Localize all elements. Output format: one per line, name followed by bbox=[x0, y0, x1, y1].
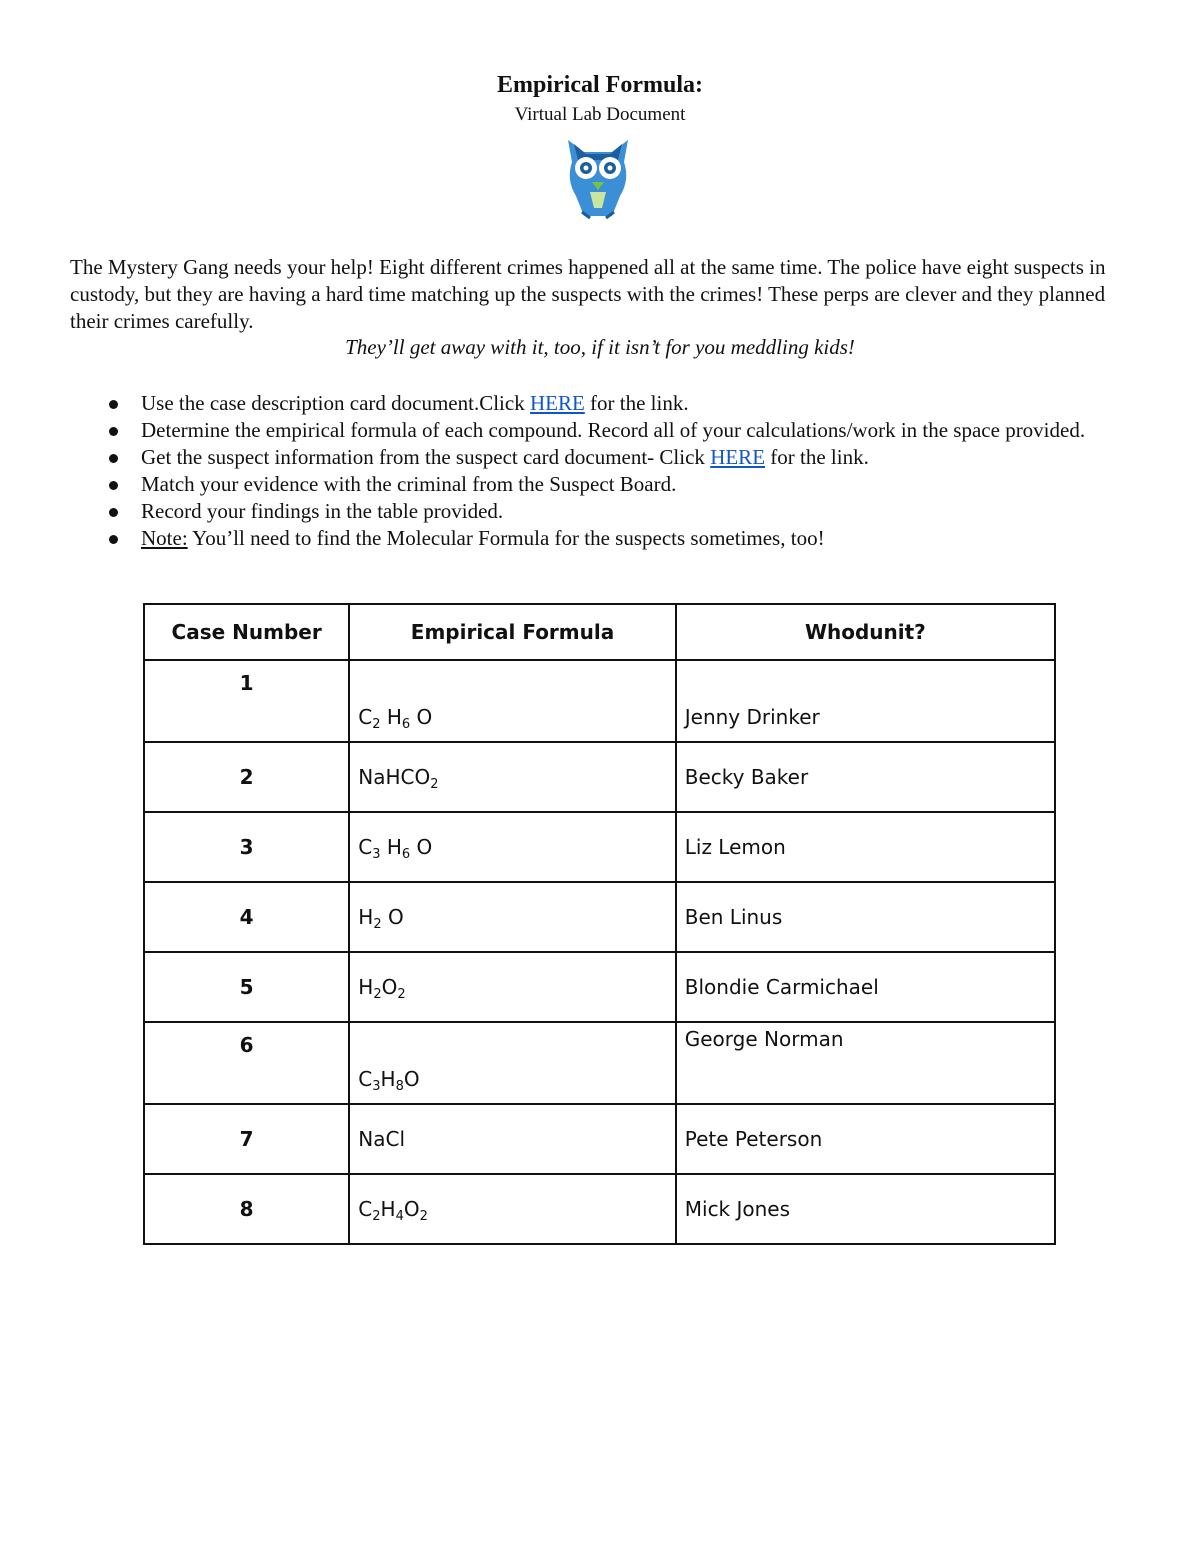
table-row bbox=[144, 952, 1055, 1022]
suspect-cell: George Norman bbox=[676, 1022, 1055, 1104]
formula-subscript: 2 bbox=[373, 917, 382, 932]
formula-subscript: 2 bbox=[397, 987, 406, 1002]
note-label: Note: bbox=[141, 526, 188, 550]
formula-symbol: C bbox=[358, 1067, 373, 1091]
case-number-cell: 1 bbox=[144, 660, 349, 742]
case-number-cell: 4 bbox=[144, 882, 349, 952]
formula-subscript: 2 bbox=[419, 1209, 428, 1224]
suspect-cell: Pete Peterson bbox=[676, 1104, 1055, 1174]
case-card-link[interactable]: HERE bbox=[529, 391, 585, 415]
formula-symbol: O bbox=[410, 705, 433, 729]
instruction-list bbox=[103, 390, 1113, 552]
table-header-row bbox=[144, 604, 1055, 660]
table-row bbox=[144, 742, 1055, 812]
table-row bbox=[144, 1104, 1055, 1174]
suspect-cell: Liz Lemon bbox=[676, 812, 1055, 882]
case-number-cell: 6 bbox=[144, 1022, 349, 1104]
formula-symbol: C bbox=[358, 835, 373, 859]
formula-symbol: C bbox=[358, 1197, 373, 1221]
suspect-card-link[interactable]: HERE bbox=[710, 445, 766, 469]
formula-subscript: 3 bbox=[372, 847, 381, 862]
formula-cell bbox=[349, 952, 675, 1022]
instruction-item: Note: You’ll need to find the Molecular Formula for the suspects sometimes, too! bbox=[103, 525, 1113, 552]
table-row bbox=[144, 882, 1055, 952]
formula-symbol: NaCl bbox=[358, 1127, 406, 1151]
table-row bbox=[144, 1022, 1055, 1104]
case-number-cell: 8 bbox=[144, 1174, 349, 1244]
suspect-cell: Blondie Carmichael bbox=[676, 952, 1055, 1022]
suspect-cell: Jenny Drinker bbox=[676, 660, 1055, 742]
formula-subscript: 2 bbox=[430, 777, 439, 792]
column-header: Whodunit? bbox=[676, 604, 1055, 660]
table-body bbox=[144, 660, 1055, 1244]
formula-subscript: 3 bbox=[372, 1079, 381, 1094]
table-row bbox=[144, 812, 1055, 882]
tagline: They’ll get away with it, too, if it isn’t for you meddling kids! bbox=[345, 335, 855, 359]
formula-symbol: H bbox=[358, 975, 374, 999]
formula-subscript: 6 bbox=[401, 717, 411, 732]
formula-symbol: O bbox=[381, 905, 404, 929]
case-number-cell: 7 bbox=[144, 1104, 349, 1174]
formula-subscript: 8 bbox=[395, 1079, 404, 1094]
formula-symbol: H bbox=[380, 1197, 396, 1221]
table-row bbox=[144, 660, 1055, 742]
formula-symbol: O bbox=[381, 975, 398, 999]
formula-symbol: O bbox=[403, 1067, 420, 1091]
formula-subscript: 2 bbox=[372, 717, 381, 732]
formula-cell bbox=[349, 1022, 675, 1104]
instruction-item: Determine the empirical formula of each compound. Record all of your calculations/work in the space provided. bbox=[103, 417, 1113, 444]
instruction-item: Get the suspect information from the suspect card document- Click HERE for the link. bbox=[103, 444, 1113, 471]
document-subtitle: Virtual Lab Document bbox=[514, 104, 686, 125]
intro-paragraph: The Mystery Gang needs your help! Eight different crimes happened all at the same time. The police have eight suspects in custody, but they are having a hard time matching up the suspects with the crimes! These perps are clever and they planned their crimes carefully. bbox=[70, 255, 1106, 333]
instruction-item: Match your evidence with the criminal from the Suspect Board. bbox=[103, 471, 1113, 498]
formula-symbol: NaHCO bbox=[358, 765, 431, 789]
suspect-cell: Becky Baker bbox=[676, 742, 1055, 812]
suspect-cell: Ben Linus bbox=[676, 882, 1055, 952]
formula-symbol: H bbox=[380, 835, 402, 859]
formula-symbol: H bbox=[358, 905, 374, 929]
formula-symbol: H bbox=[380, 705, 402, 729]
findings-table bbox=[143, 603, 1056, 1245]
formula-cell bbox=[349, 812, 675, 882]
case-number-cell: 3 bbox=[144, 812, 349, 882]
formula-symbol: O bbox=[410, 835, 433, 859]
formula-subscript: 6 bbox=[401, 847, 411, 862]
instruction-item: Record your findings in the table provided. bbox=[103, 498, 1113, 525]
formula-cell bbox=[349, 742, 675, 812]
formula-symbol: C bbox=[358, 705, 373, 729]
formula-symbol: O bbox=[403, 1197, 420, 1221]
formula-cell bbox=[349, 1104, 675, 1174]
column-header: Empirical Formula bbox=[349, 604, 675, 660]
table-row bbox=[144, 1174, 1055, 1244]
case-number-cell: 5 bbox=[144, 952, 349, 1022]
formula-subscript: 2 bbox=[373, 987, 382, 1002]
formula-cell bbox=[349, 882, 675, 952]
suspect-cell: Mick Jones bbox=[676, 1174, 1055, 1244]
formula-cell bbox=[349, 1174, 675, 1244]
formula-symbol: H bbox=[380, 1067, 396, 1091]
owl-logo-icon bbox=[560, 132, 636, 220]
document-title: Empirical Formula: bbox=[497, 72, 703, 98]
formula-cell bbox=[349, 660, 675, 742]
instruction-item: Use the case description card document.Click HERE for the link. bbox=[103, 390, 1113, 417]
formula-subscript: 4 bbox=[395, 1209, 404, 1224]
case-number-cell: 2 bbox=[144, 742, 349, 812]
formula-subscript: 2 bbox=[372, 1209, 381, 1224]
column-header: Case Number bbox=[144, 604, 349, 660]
